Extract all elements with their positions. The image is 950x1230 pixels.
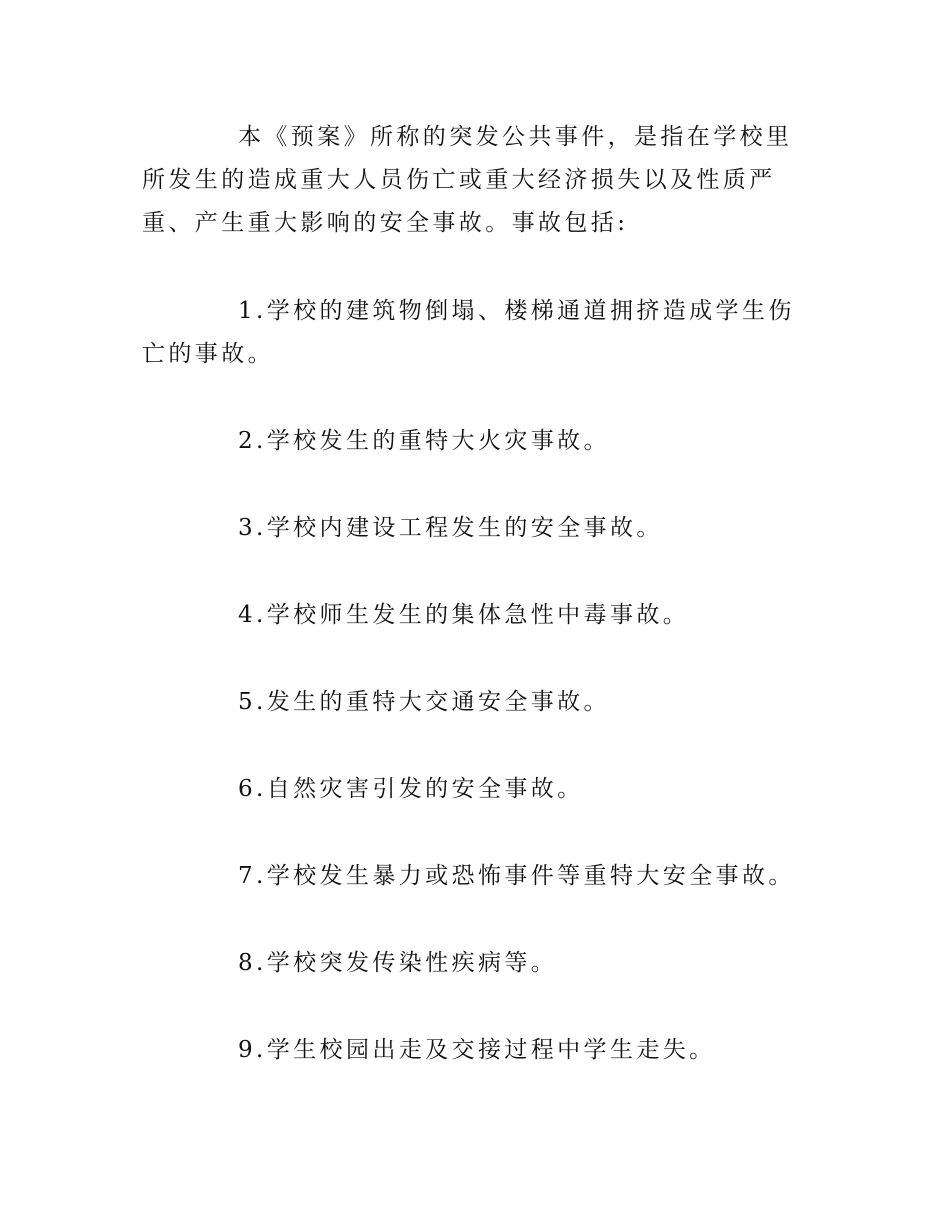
list-item-5: 5.发生的重特大交通安全事故。 bbox=[238, 689, 610, 715]
list-item-8: 8.学校突发传染性疾病等。 bbox=[238, 950, 558, 976]
list-item-3: 3.学校内建设工程发生的安全事故。 bbox=[238, 515, 663, 541]
list-item-1: 1.学校的建筑物倒塌、楼梯通道拥挤造成学生伤亡的事故。 bbox=[142, 298, 795, 367]
list-item-6: 6.自然灾害引发的安全事故。 bbox=[238, 776, 584, 802]
list-item-4: 4.学校师生发生的集体急性中毒事故。 bbox=[238, 602, 690, 628]
list-item-9: 9.学生校园出走及交接过程中学生走失。 bbox=[238, 1037, 716, 1063]
intro-paragraph: 本《预案》所称的突发公共事件，是指在学校里所发生的造成重大人员伤亡或重大经济损失以及性质严重、产生重大影响的安全事故。事故包括: bbox=[142, 124, 793, 236]
list-item-2: 2.学校发生的重特大火灾事故。 bbox=[238, 428, 610, 454]
list-item-7: 7.学校发生暴力或恐怖事件等重特大安全事故。 bbox=[238, 863, 795, 889]
